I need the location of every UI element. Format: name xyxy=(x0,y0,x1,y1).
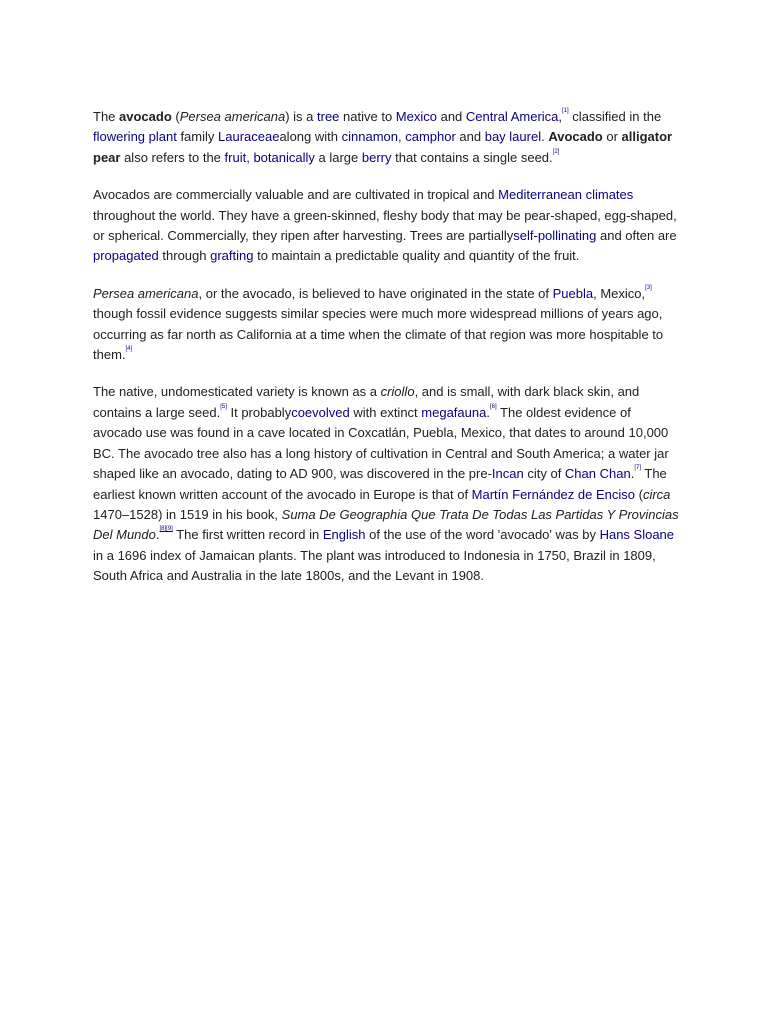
link-chan-chan[interactable]: Chan Chan xyxy=(564,466,631,482)
text: a large xyxy=(314,149,362,165)
link-grafting[interactable]: grafting xyxy=(210,248,254,264)
link-incan[interactable]: Incan xyxy=(491,466,524,482)
text: , and is small, with dark black skin, and contains a large seed. xyxy=(93,384,640,420)
text: along with xyxy=(279,129,342,145)
link-mexico[interactable]: Mexico xyxy=(395,109,437,124)
link-puebla[interactable]: Puebla xyxy=(552,285,594,301)
text: The xyxy=(93,109,120,124)
citation-3[interactable]: [3] xyxy=(645,284,652,291)
scientific-name: Persea americana xyxy=(179,109,286,124)
text: of the use of the word 'avocado' was by xyxy=(365,527,600,543)
term-criollo: criollo xyxy=(380,384,415,400)
text: and xyxy=(436,109,466,124)
article-body xyxy=(93,107,683,604)
text: The first written record in xyxy=(172,527,323,543)
text: The native, undomesticated variety is known as a xyxy=(93,384,381,400)
paragraph-intro xyxy=(93,107,683,168)
paragraph-history xyxy=(93,382,683,586)
text: with extinct xyxy=(349,404,422,420)
link-mediterranean-climates[interactable]: Mediterranean climates xyxy=(498,187,634,203)
link-fruit[interactable]: fruit xyxy=(224,149,247,165)
text: through xyxy=(158,248,211,264)
text: , Mexico, xyxy=(593,285,646,301)
text: Avocados are commercially valuable and are cultivated in tropical and xyxy=(93,187,499,203)
text: , xyxy=(397,129,406,145)
link-megafauna[interactable]: megafauna xyxy=(421,404,487,420)
citation-4[interactable]: [4] xyxy=(125,346,133,353)
scientific-name: Persea americana xyxy=(93,285,199,301)
link-lauraceae[interactable]: Lauraceae xyxy=(218,129,280,145)
link-self-pollinating[interactable]: self-pollinating xyxy=(513,228,597,244)
text: also refers to the xyxy=(120,149,225,165)
text: . xyxy=(541,129,549,145)
citation-6[interactable]: [6] xyxy=(489,403,497,410)
text: , or the avocado, is believed to have originated in the state of xyxy=(198,285,553,301)
text: It probably xyxy=(226,404,292,420)
text: , xyxy=(558,109,563,124)
link-martin-fernandez-de-enciso[interactable]: Martín Fernández de Enciso xyxy=(471,486,635,502)
text: classified in the xyxy=(568,109,662,124)
link-cinnamon[interactable]: cinnamon xyxy=(341,129,398,145)
link-botanically[interactable]: botanically xyxy=(253,149,315,165)
text: ( xyxy=(634,486,643,502)
link-flowering-plant[interactable]: flowering plant xyxy=(93,129,177,145)
citation-7[interactable]: [7] xyxy=(634,465,641,472)
text: and often are xyxy=(596,228,677,244)
text: family xyxy=(176,129,218,145)
text: 1470–1528) in 1519 in his book, xyxy=(93,506,282,522)
paragraph-cultivation xyxy=(93,185,683,267)
text: . xyxy=(486,404,490,420)
text: . xyxy=(630,466,635,482)
text: that contains a single seed. xyxy=(391,149,553,165)
text: native to xyxy=(339,109,396,124)
text: The oldest evidence of avocado use was found in a cave located in Coxcatlán, Puebla, Mexico, that dates to around 10,000 BC. The avocado tree also has a long history of cultivation in Central and South America; a water jar shaped like an avocado, dating to AD 900, was discovered in the pre- xyxy=(93,404,669,482)
link-central-america[interactable]: Central America xyxy=(465,109,559,124)
citation-1[interactable]: [1] xyxy=(562,108,569,114)
link-english[interactable]: English xyxy=(322,527,366,543)
text: . xyxy=(155,527,160,543)
link-berry[interactable]: berry xyxy=(361,149,392,165)
text: and xyxy=(455,129,485,145)
text: in a 1696 index of Jamaican plants. The plant was introduced to Indonesia in 1750, Brazil in 1809, South Africa and Australia in the late 1800s, and the Levant in 1908. xyxy=(93,547,656,584)
book-title: Suma De Geographia Que Trata De Todas Las Partidas Y Provincias Del Mundo xyxy=(93,506,679,543)
term-alligator-pear: alligator pear xyxy=(93,129,673,165)
text: ( xyxy=(171,109,180,124)
text: The earliest known written account of the avocado in Europe is that of xyxy=(93,466,667,502)
text: , xyxy=(246,149,254,165)
text: though fossil evidence suggests similar species were much more widespread millions of years ago, occurring as far north as California at a time when the climate of that region was more hospitable to them. xyxy=(93,306,664,363)
link-bay-laurel[interactable]: bay laurel xyxy=(484,129,542,145)
term-avocado: avocado xyxy=(119,109,172,124)
text: ) is a xyxy=(285,109,318,124)
link-propagated[interactable]: propagated xyxy=(93,248,159,264)
citation-2[interactable]: [2] xyxy=(552,148,560,155)
text: to maintain a predictable quality and quantity of the fruit. xyxy=(253,248,580,264)
term-avocado-2: Avocado xyxy=(548,129,603,145)
term-circa: circa xyxy=(642,486,671,502)
text: or xyxy=(602,129,622,145)
paragraph-origin xyxy=(93,284,683,366)
link-coevolved[interactable]: coevolved xyxy=(291,404,350,420)
link-camphor[interactable]: camphor xyxy=(405,129,456,145)
citation-8-9[interactable]: [8][9] xyxy=(159,526,173,533)
text: city of xyxy=(523,466,565,482)
citation-5[interactable]: [5] xyxy=(220,403,227,410)
link-tree[interactable]: tree xyxy=(317,109,340,124)
link-hans-sloane[interactable]: Hans Sloane xyxy=(599,527,675,543)
text: throughout the world. They have a green-skinned, fleshy body that may be pear-shaped, egg-shaped, or spherical. Commercially, they ripen after harvesting. Trees are partially xyxy=(93,207,677,244)
